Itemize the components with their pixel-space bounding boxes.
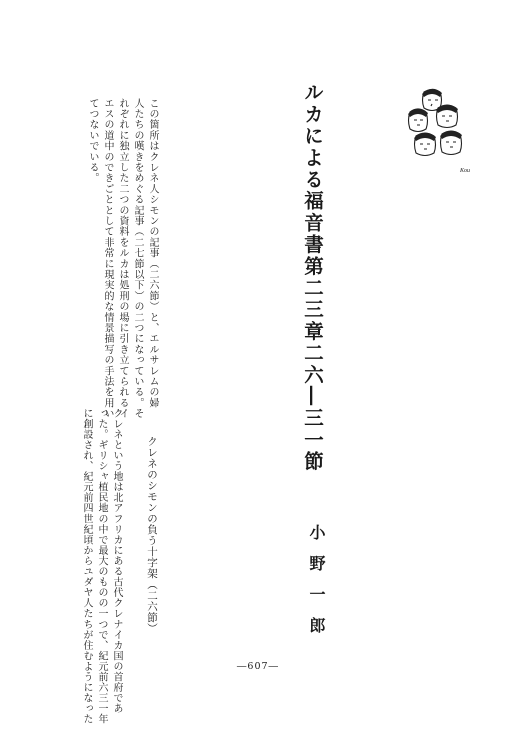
summary-line: 人たちの嘆きをめぐる記事（二七節以下）の二つになっている。そ bbox=[132, 98, 143, 419]
section-heading: クレネのシモンの負う十字架（二六節） bbox=[146, 436, 158, 634]
faces-illustration bbox=[402, 86, 472, 176]
illustration-signature: Kou bbox=[460, 168, 471, 174]
page-number: ―607― bbox=[236, 661, 280, 672]
author-name: 小野一郎 bbox=[307, 524, 326, 648]
summary-block bbox=[70, 98, 160, 419]
summary-line: エスの道中のできごととして非常に現実的な情景描写の手法を用い bbox=[102, 98, 113, 419]
summary-line: この箇所はクレネ人シモンの記事（二六節）と、エルサレムの婦 bbox=[147, 98, 158, 409]
body-line: に創設され、紀元前四世紀頃からユダヤ人たちが住むようになった bbox=[81, 408, 92, 725]
summary-line: れぞれに独立した二つの資料をルカは処刑の場に引き立てられるイ bbox=[117, 98, 128, 419]
body-line: った。ギリシャ植民地の中で最大のものの一つで、紀元前六三一年 bbox=[96, 408, 107, 725]
body-text bbox=[60, 408, 124, 725]
summary-line: てつないでいる。 bbox=[87, 98, 98, 184]
hair-shading bbox=[408, 89, 462, 141]
mourning-women-sketch bbox=[409, 90, 462, 156]
body-line: クレネという地は北アフリカにある古代クレナイカ国の首府であ bbox=[111, 408, 122, 714]
article-title: ルカによる福音書第二三章二六―三一節 bbox=[301, 82, 324, 473]
